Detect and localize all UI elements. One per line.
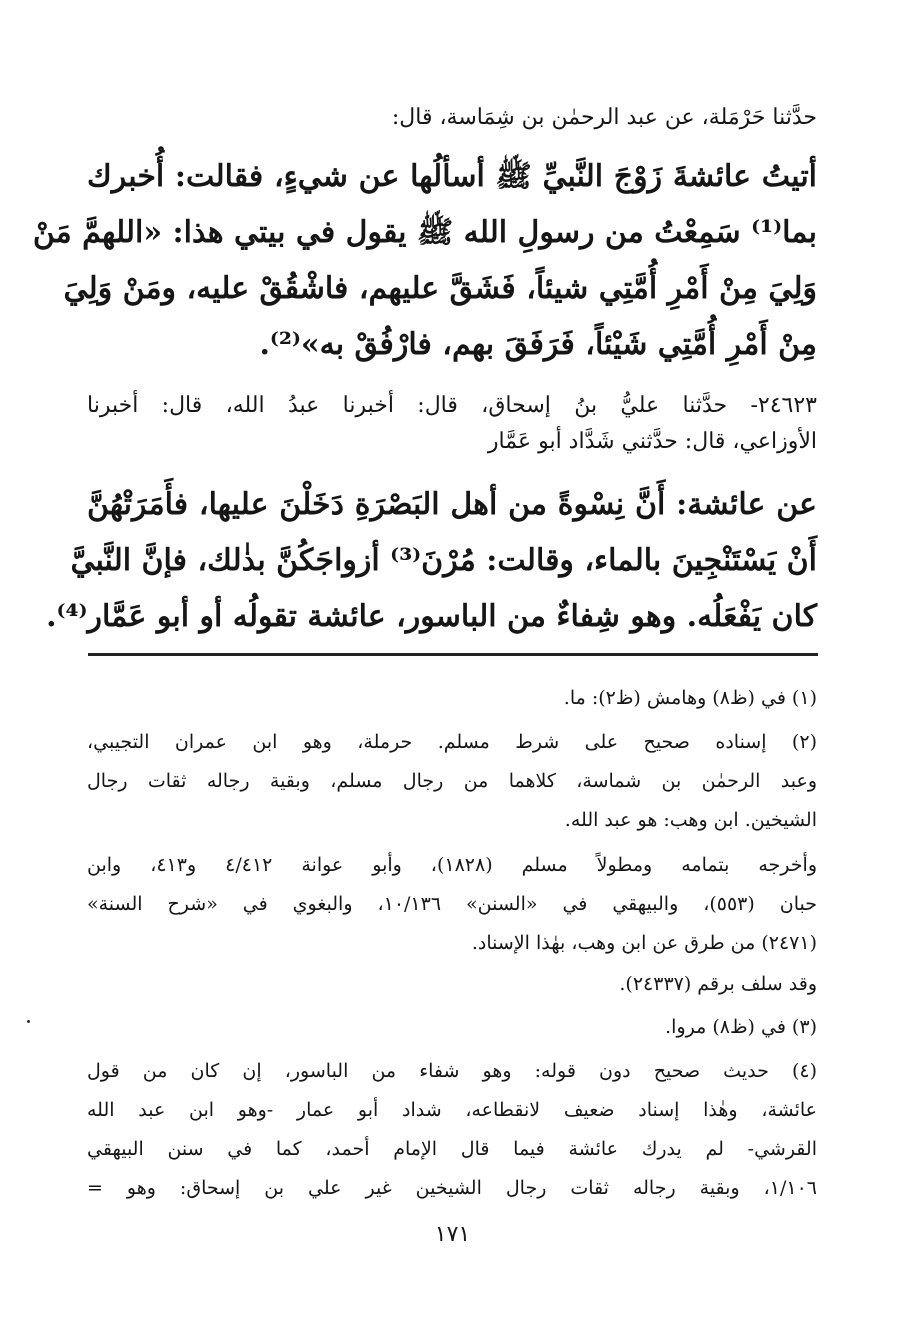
hadith-chain-line: الأوزاعي، قال: حدَّثني شَدَّاد أبو عَمَّار xyxy=(487,429,817,454)
footnote-separator xyxy=(88,653,818,656)
hadith-text-line: أَنْ يَسْتَنْجِينَ بالماء، وقالت: مُرْنَ⁽³⁾ أزواجَكُنَّ بذٰلك، فإنَّ النَّبيَّ xyxy=(70,543,817,578)
footnote-line: (٢) إسناده صحيح على شرط مسلم. حرملة، وهو ابن عمران التجيبي، xyxy=(87,731,817,753)
footnote-line: وعبد الرحمٰن بن شماسة، كلاهما من رجال مسلم، وبقية رجاله ثقات رجال xyxy=(87,770,817,792)
scan-speck xyxy=(27,1020,30,1023)
footnote-line: الشيخين. ابن وهب: هو عبد الله. xyxy=(564,809,817,831)
hadith-chain-line: ٢٤٦٢٣- حدَّثنا عليُّ بنُ إسحاق، قال: أخبرنا عبدُ الله، قال: أخبرنا xyxy=(87,393,817,418)
intro-line: حدَّثنا حَرْمَلة، عن عبد الرحمٰن بن شِمَاسة، قال: xyxy=(391,105,817,130)
footnote-line: القرشي- لم يدرك عائشة فيما قال الإمام أحمد، كما في سنن البيهقي xyxy=(87,1138,817,1160)
footnote-line: (٢٤٧١) من طرق عن ابن وهب، بهٰذا الإسناد. xyxy=(471,932,817,954)
footnote-line: وأخرجه بتمامه ومطولاً مسلم (١٨٢٨)، وأبو عوانة ٤/٤١٢ و٤١٣، وابن xyxy=(87,854,817,876)
hadith-text-line: مِنْ أَمْرِ أُمَّتِي شَيْئاً، فَرَفَقَ بهم، فارْفُقْ به»⁽²⁾. xyxy=(259,327,817,362)
hadith-text-line: كان يَفْعَلُه. وهو شِفاءٌ من الباسور، عائشة تقولُه أو أبو عَمَّار⁽⁴⁾. xyxy=(46,599,817,634)
hadith-text-line: وَلِيَ مِنْ أَمْرِ أُمَّتِي شيئاً، فَشَقَّ عليهم، فاشْقُقْ عليه، ومَنْ وَلِيَ xyxy=(63,271,817,306)
footnote-line: (٣) في (ظ٨) مروا. xyxy=(665,1016,817,1038)
footnote-line: حبان (٥٥٣)، والبيهقي في «السنن» ١٠/١٣٦، والبغوي في «شرح السنة» xyxy=(87,893,817,915)
footnote-line: ١/١٠٦، وبقية رجاله ثقات رجال الشيخين غير علي بن إسحاق: وهو = xyxy=(87,1177,817,1199)
hadith-text-line: عن عائشة: أَنَّ نِسْوةً من أهل البَصْرَةِ دَخَلْنَ عليها، فأَمَرَتْهُنَّ xyxy=(87,487,817,522)
hadith-text-line: بما⁽¹⁾ سَمِعْتُ من رسولِ الله ﷺ يقول في بيتي هذا: «اللهمَّ مَنْ xyxy=(32,215,817,250)
footnote-line: عائشة، وهٰذا إسناد ضعيف لانقطاعه، شداد أبو عمار -وهو ابن عبد الله xyxy=(87,1099,818,1121)
footnote-line: (٤) حديث صحيح دون قوله: وهو شفاء من الباسور، إن كان من قول xyxy=(87,1060,817,1082)
page-number: ١٧١ xyxy=(434,1222,471,1247)
footnote-line: (١) في (ظ٨) وهامش (ظ٢): ما. xyxy=(563,687,817,709)
footnote-line: وقد سلف برقم (٢٤٣٣٧). xyxy=(619,973,817,995)
hadith-text-line: أتيتُ عائشةَ زَوْجَ النَّبيِّ ﷺ أسألُها عن شيءٍ، فقالت: أُخبرك xyxy=(87,159,817,194)
